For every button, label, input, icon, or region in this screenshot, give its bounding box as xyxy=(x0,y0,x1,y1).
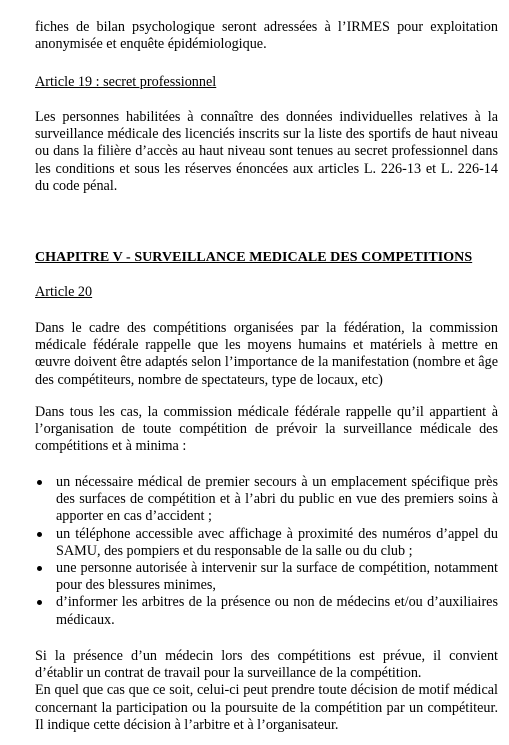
list-item-text: un téléphone accessible avec affichage à proximité des numéros d’appel du SAMU, des pompiers et du responsable de la salle ou du club ; xyxy=(56,525,498,559)
article-20-paragraph-1: Dans le cadre des compétitions organisées par la fédération, la commission médicale fédérale rappelle que les moyens humains et matériels à mettre en œuvre doivent être adaptés selon l’importance de la manifestation (nombre et âge des compétiteurs, nombre de spectateurs, type de locaux, etc) xyxy=(35,320,498,388)
bullet-icon xyxy=(37,600,42,605)
bullet-icon xyxy=(37,566,42,571)
article-20-heading: Article 20 xyxy=(35,284,93,300)
list-item xyxy=(35,594,498,628)
list-item-text: d’informer les arbitres de la présence ou non de médecins et/ou d’auxiliaires médicaux. xyxy=(56,594,498,628)
list-item xyxy=(35,560,498,594)
article-19-body: Les personnes habilitées à connaître des données individuelles relatives à la surveillance médicale des licenciés inscrits sur la liste des sportifs de haut niveau ou dans la filière d’accès au haut niveau sont tenues au secret professionnel dans les conditions et sous les réserves énoncées aux articles L. 226-13 et L. 226-14 du code pénal. xyxy=(35,109,498,194)
article-19-heading: Article 19 : secret professionnel xyxy=(35,74,217,90)
intro-fragment-paragraph: fiches de bilan psychologique seront adressées à l’IRMES pour exploitation anonymisée et enquête épidémiologique. xyxy=(35,19,498,53)
list-item xyxy=(35,474,498,526)
article-20-paragraph-2: Dans tous les cas, la commission médicale fédérale rappelle qu’il appartient à l’organisation de toute compétition de prévoir la surveillance médicale des compétitions et à minima : xyxy=(35,404,498,455)
minimum-requirements-list xyxy=(35,474,498,629)
bullet-icon xyxy=(37,532,42,537)
article-20-paragraph-3 xyxy=(35,648,498,734)
chapter-v-title: CHAPITRE V - SURVEILLANCE MEDICALE DES COMPETITIONS xyxy=(35,250,473,265)
list-item-text: un nécessaire médical de premier secours à un emplacement spécifique près des surfaces de compétition et à l’abri du public en vue des premiers soins à apporter en cas d’accident ; xyxy=(56,474,498,525)
list-item-text: une personne autorisée à intervenir sur la surface de compétition, notamment pour des blessures minimes, xyxy=(56,560,498,594)
bullet-icon xyxy=(37,480,42,485)
list-item xyxy=(35,526,498,560)
doctor-contract-sentence: Si la présence d’un médecin lors des compétitions est prévue, il convient d’établir un contrat de travail pour la surveillance de la compétition. xyxy=(35,648,498,682)
doctor-decision-sentence: En quel que cas que ce soit, celui-ci peut prendre toute décision de motif médical concernant la participation ou la poursuite de la compétition par un compétiteur. Il indique cette décision à l’arbitre et à l’organisateur. xyxy=(35,682,498,733)
